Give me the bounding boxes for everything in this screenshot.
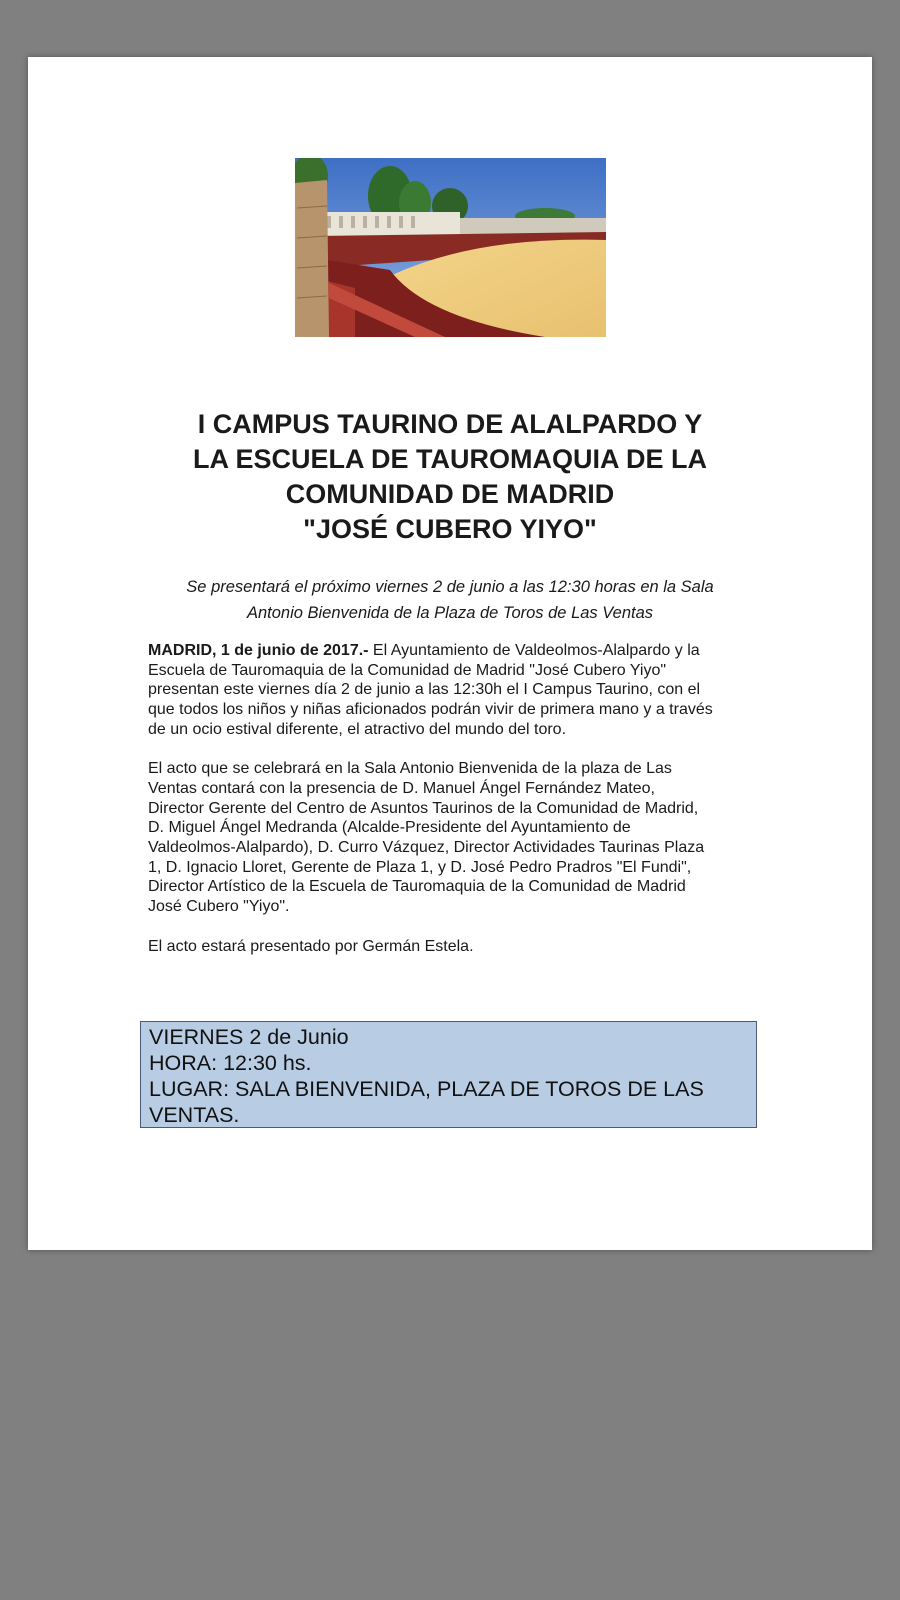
body-line: Director Gerente del Centro de Asuntos Taurinos de la Comunidad de Madrid, (148, 799, 699, 817)
title-line: COMUNIDAD DE MADRID (285, 479, 615, 509)
bullring-illustration (295, 158, 606, 337)
body-line: El acto que se celebrará en la Sala Antonio Bienvenida de la plaza de Las (148, 760, 672, 778)
body-line: Valdeolmos-Alalpardo), D. Curro Vázquez, Director Actividades Taurinas Plaza (148, 839, 705, 857)
body-line: que todos los niños y niñas aficionados podrán vivir de primera mano y a través (148, 701, 713, 719)
body-line: Director Artístico de la Escuela de Tauromaquia de la Comunidad de Madrid (148, 878, 686, 896)
body-line: de un ocio estival diferente, el atractivo del mundo del toro. (148, 720, 567, 738)
event-info-box (140, 1021, 757, 1128)
event-time: HORA: 12:30 hs. (149, 1051, 312, 1075)
title-line: LA ESCUELA DE TAUROMAQUIA DE LA (193, 444, 707, 474)
paragraph-presenter (148, 937, 768, 957)
subtitle-line: Se presentará el próximo viernes 2 de junio a las 12:30 horas en la Sala (186, 578, 714, 596)
title-line: I CAMPUS TAURINO DE ALALPARDO Y (197, 409, 703, 439)
event-location: LUGAR: SALA BIENVENIDA, PLAZA DE TOROS DE LAS (149, 1077, 704, 1101)
body-line: El acto estará presentado por Germán Estela. (148, 937, 474, 955)
document-title (88, 407, 812, 547)
event-location-cont: VENTAS. (149, 1103, 240, 1127)
event-date: VIERNES 2 de Junio (149, 1025, 349, 1049)
body-line: presentan este viernes día 2 de junio a las 12:30h el I Campus Taurino, con el (148, 681, 701, 699)
press-release-body (148, 641, 768, 976)
body-line-text: El Ayuntamiento de Valdeolmos-Alalpardo y la (368, 642, 700, 659)
body-line (148, 641, 768, 661)
document-page (28, 57, 872, 1250)
paragraph-attendees (148, 759, 768, 917)
body-line: Escuela de Tauromaquia de la Comunidad de Madrid "José Cubero Yiyo" (148, 661, 667, 679)
dateline: MADRID, 1 de junio de 2017.- (148, 642, 369, 659)
body-line: 1, D. Ignacio Lloret, Gerente de Plaza 1, y D. José Pedro Pradros "El Fundi", (148, 858, 692, 876)
bullring-photo (295, 158, 606, 337)
body-line: D. Miguel Ángel Medranda (Alcalde-Presidente del Ayuntamiento de (148, 819, 631, 837)
subtitle-line: Antonio Bienvenida de la Plaza de Toros de Las Ventas (246, 604, 654, 622)
paragraph-intro (148, 641, 768, 740)
body-line: José Cubero "Yiyo". (148, 898, 290, 916)
document-subtitle (108, 574, 792, 626)
title-line: "JOSÉ CUBERO YIYO" (303, 514, 597, 544)
body-line: Ventas contará con la presencia de D. Manuel Ángel Fernández Mateo, (148, 779, 655, 797)
